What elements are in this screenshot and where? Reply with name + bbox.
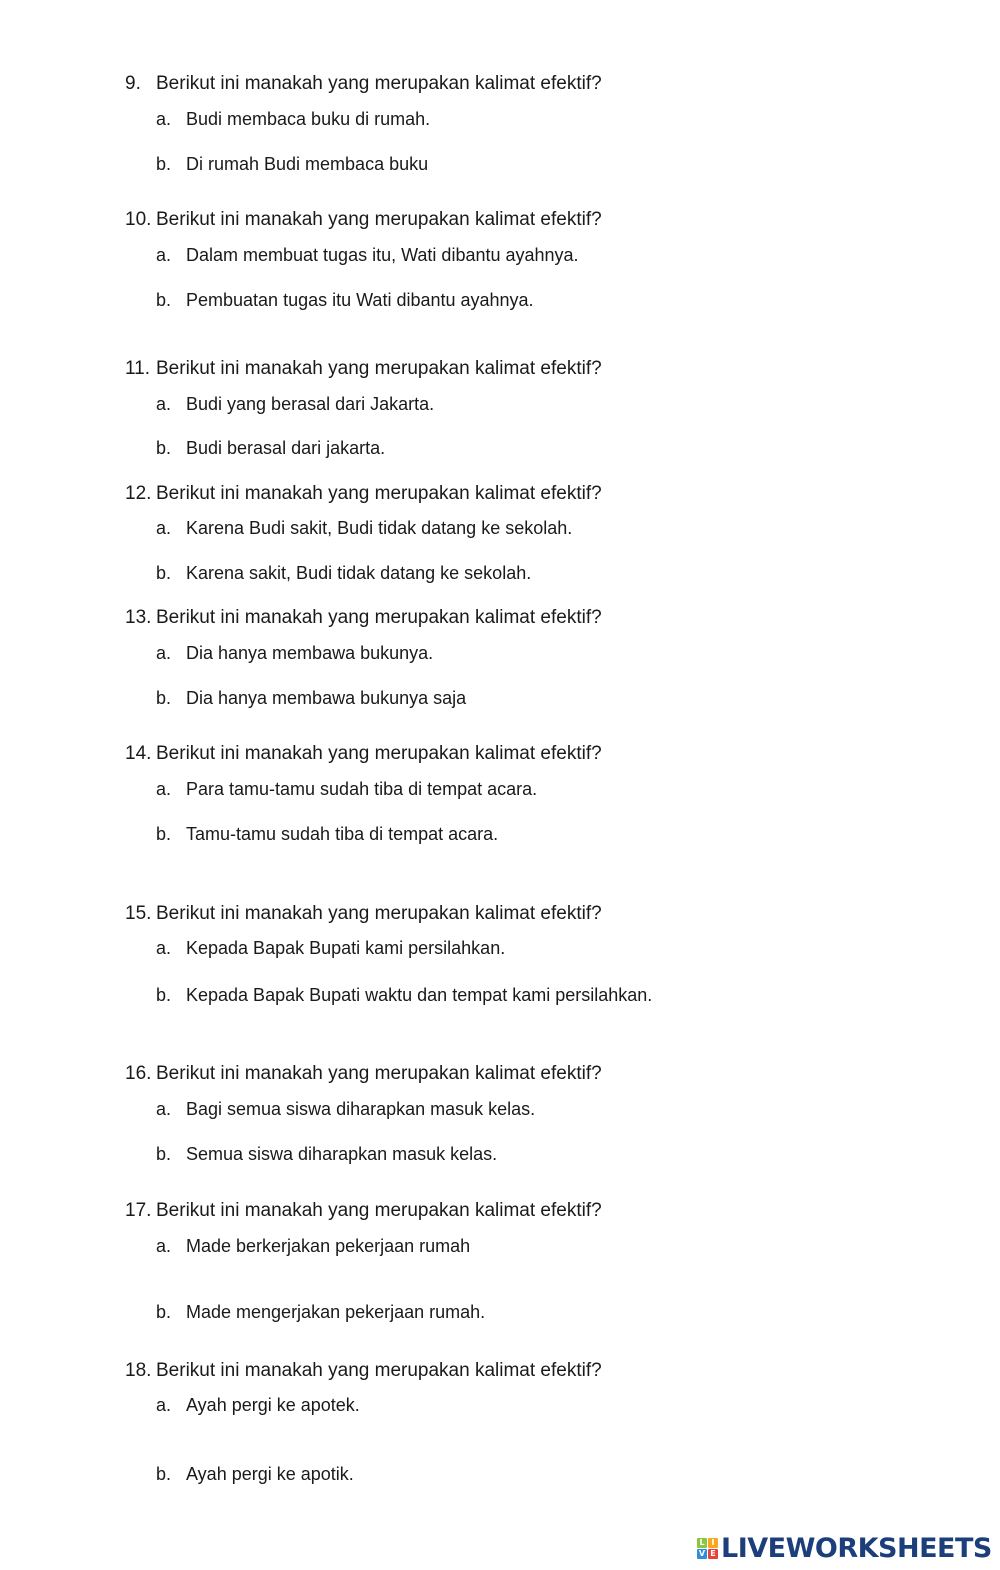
question-text: Berikut ini manakah yang merupakan kalimat efektif?: [156, 209, 602, 230]
option-15a[interactable]: a. Kepada Bapak Bupati kami persilahkan.: [156, 938, 506, 958]
question-text: Berikut ini manakah yang merupakan kalimat efektif?: [156, 73, 602, 94]
question-text: Berikut ini manakah yang merupakan kalimat efektif?: [156, 607, 602, 628]
option-9a[interactable]: a. Budi membaca buku di rumah.: [156, 109, 431, 129]
question-18: 18. Berikut ini manakah yang merupakan kalimat efektif?: [125, 1360, 602, 1381]
option-18b[interactable]: b. Ayah pergi ke apotik.: [156, 1464, 354, 1484]
question-13: 13. Berikut ini manakah yang merupakan kalimat efektif?: [125, 607, 602, 628]
question-17: 17. Berikut ini manakah yang merupakan kalimat efektif?: [125, 1200, 602, 1221]
logo-text: LIVEWORKSHEETS: [721, 1532, 992, 1564]
question-15: 15. Berikut ini manakah yang merupakan kalimat efektif?: [125, 903, 602, 924]
question-text: Berikut ini manakah yang merupakan kalimat efektif?: [156, 483, 602, 504]
question-text: Berikut ini manakah yang merupakan kalimat efektif?: [156, 1200, 602, 1221]
question-9: 9. Berikut ini manakah yang merupakan kalimat efektif?: [125, 73, 602, 94]
live-blocks-icon: L I V E: [697, 1538, 718, 1559]
option-13b[interactable]: b. Dia hanya membawa bukunya saja: [156, 688, 467, 708]
option-17b[interactable]: b. Made mengerjakan pekerjaan rumah.: [156, 1302, 486, 1322]
option-13a[interactable]: a. Dia hanya membawa bukunya.: [156, 643, 434, 663]
option-14b[interactable]: b. Tamu-tamu sudah tiba di tempat acara.: [156, 824, 499, 844]
question-14: 14. Berikut ini manakah yang merupakan kalimat efektif?: [125, 743, 602, 764]
option-15b[interactable]: b. Kepada Bapak Bupati waktu dan tempat kami persilahkan.: [156, 985, 653, 1005]
option-10b[interactable]: b. Pembuatan tugas itu Wati dibantu ayahnya.: [156, 290, 534, 310]
option-16a[interactable]: a. Bagi semua siswa diharapkan masuk kelas.: [156, 1099, 536, 1119]
option-11b[interactable]: b. Budi berasal dari jakarta.: [156, 438, 386, 458]
option-17a[interactable]: a. Made berkerjakan pekerjaan rumah: [156, 1236, 471, 1256]
question-10: 10. Berikut ini manakah yang merupakan kalimat efektif?: [125, 209, 602, 230]
option-9b[interactable]: b. Di rumah Budi membaca buku: [156, 154, 429, 174]
option-12b[interactable]: b. Karena sakit, Budi tidak datang ke sekolah.: [156, 563, 532, 583]
option-11a[interactable]: a. Budi yang berasal dari Jakarta.: [156, 394, 435, 414]
question-16: 16. Berikut ini manakah yang merupakan kalimat efektif?: [125, 1063, 602, 1084]
option-10a[interactable]: a. Dalam membuat tugas itu, Wati dibantu ayahnya.: [156, 245, 579, 265]
question-text: Berikut ini manakah yang merupakan kalimat efektif?: [156, 1063, 602, 1084]
question-text: Berikut ini manakah yang merupakan kalimat efektif?: [156, 903, 602, 924]
question-text: Berikut ini manakah yang merupakan kalimat efektif?: [156, 743, 602, 764]
question-text: Berikut ini manakah yang merupakan kalimat efektif?: [156, 358, 602, 379]
option-12a[interactable]: a. Karena Budi sakit, Budi tidak datang ke sekolah.: [156, 518, 573, 538]
option-16b[interactable]: b. Semua siswa diharapkan masuk kelas.: [156, 1144, 498, 1164]
option-14a[interactable]: a. Para tamu-tamu sudah tiba di tempat acara.: [156, 779, 538, 799]
option-18a[interactable]: a. Ayah pergi ke apotek.: [156, 1395, 360, 1415]
question-12: 12. Berikut ini manakah yang merupakan kalimat efektif?: [125, 483, 602, 504]
question-11: 11. Berikut ini manakah yang merupakan kalimat efektif?: [125, 358, 602, 379]
liveworksheets-logo: [697, 1533, 992, 1563]
question-text: Berikut ini manakah yang merupakan kalimat efektif?: [156, 1360, 602, 1381]
